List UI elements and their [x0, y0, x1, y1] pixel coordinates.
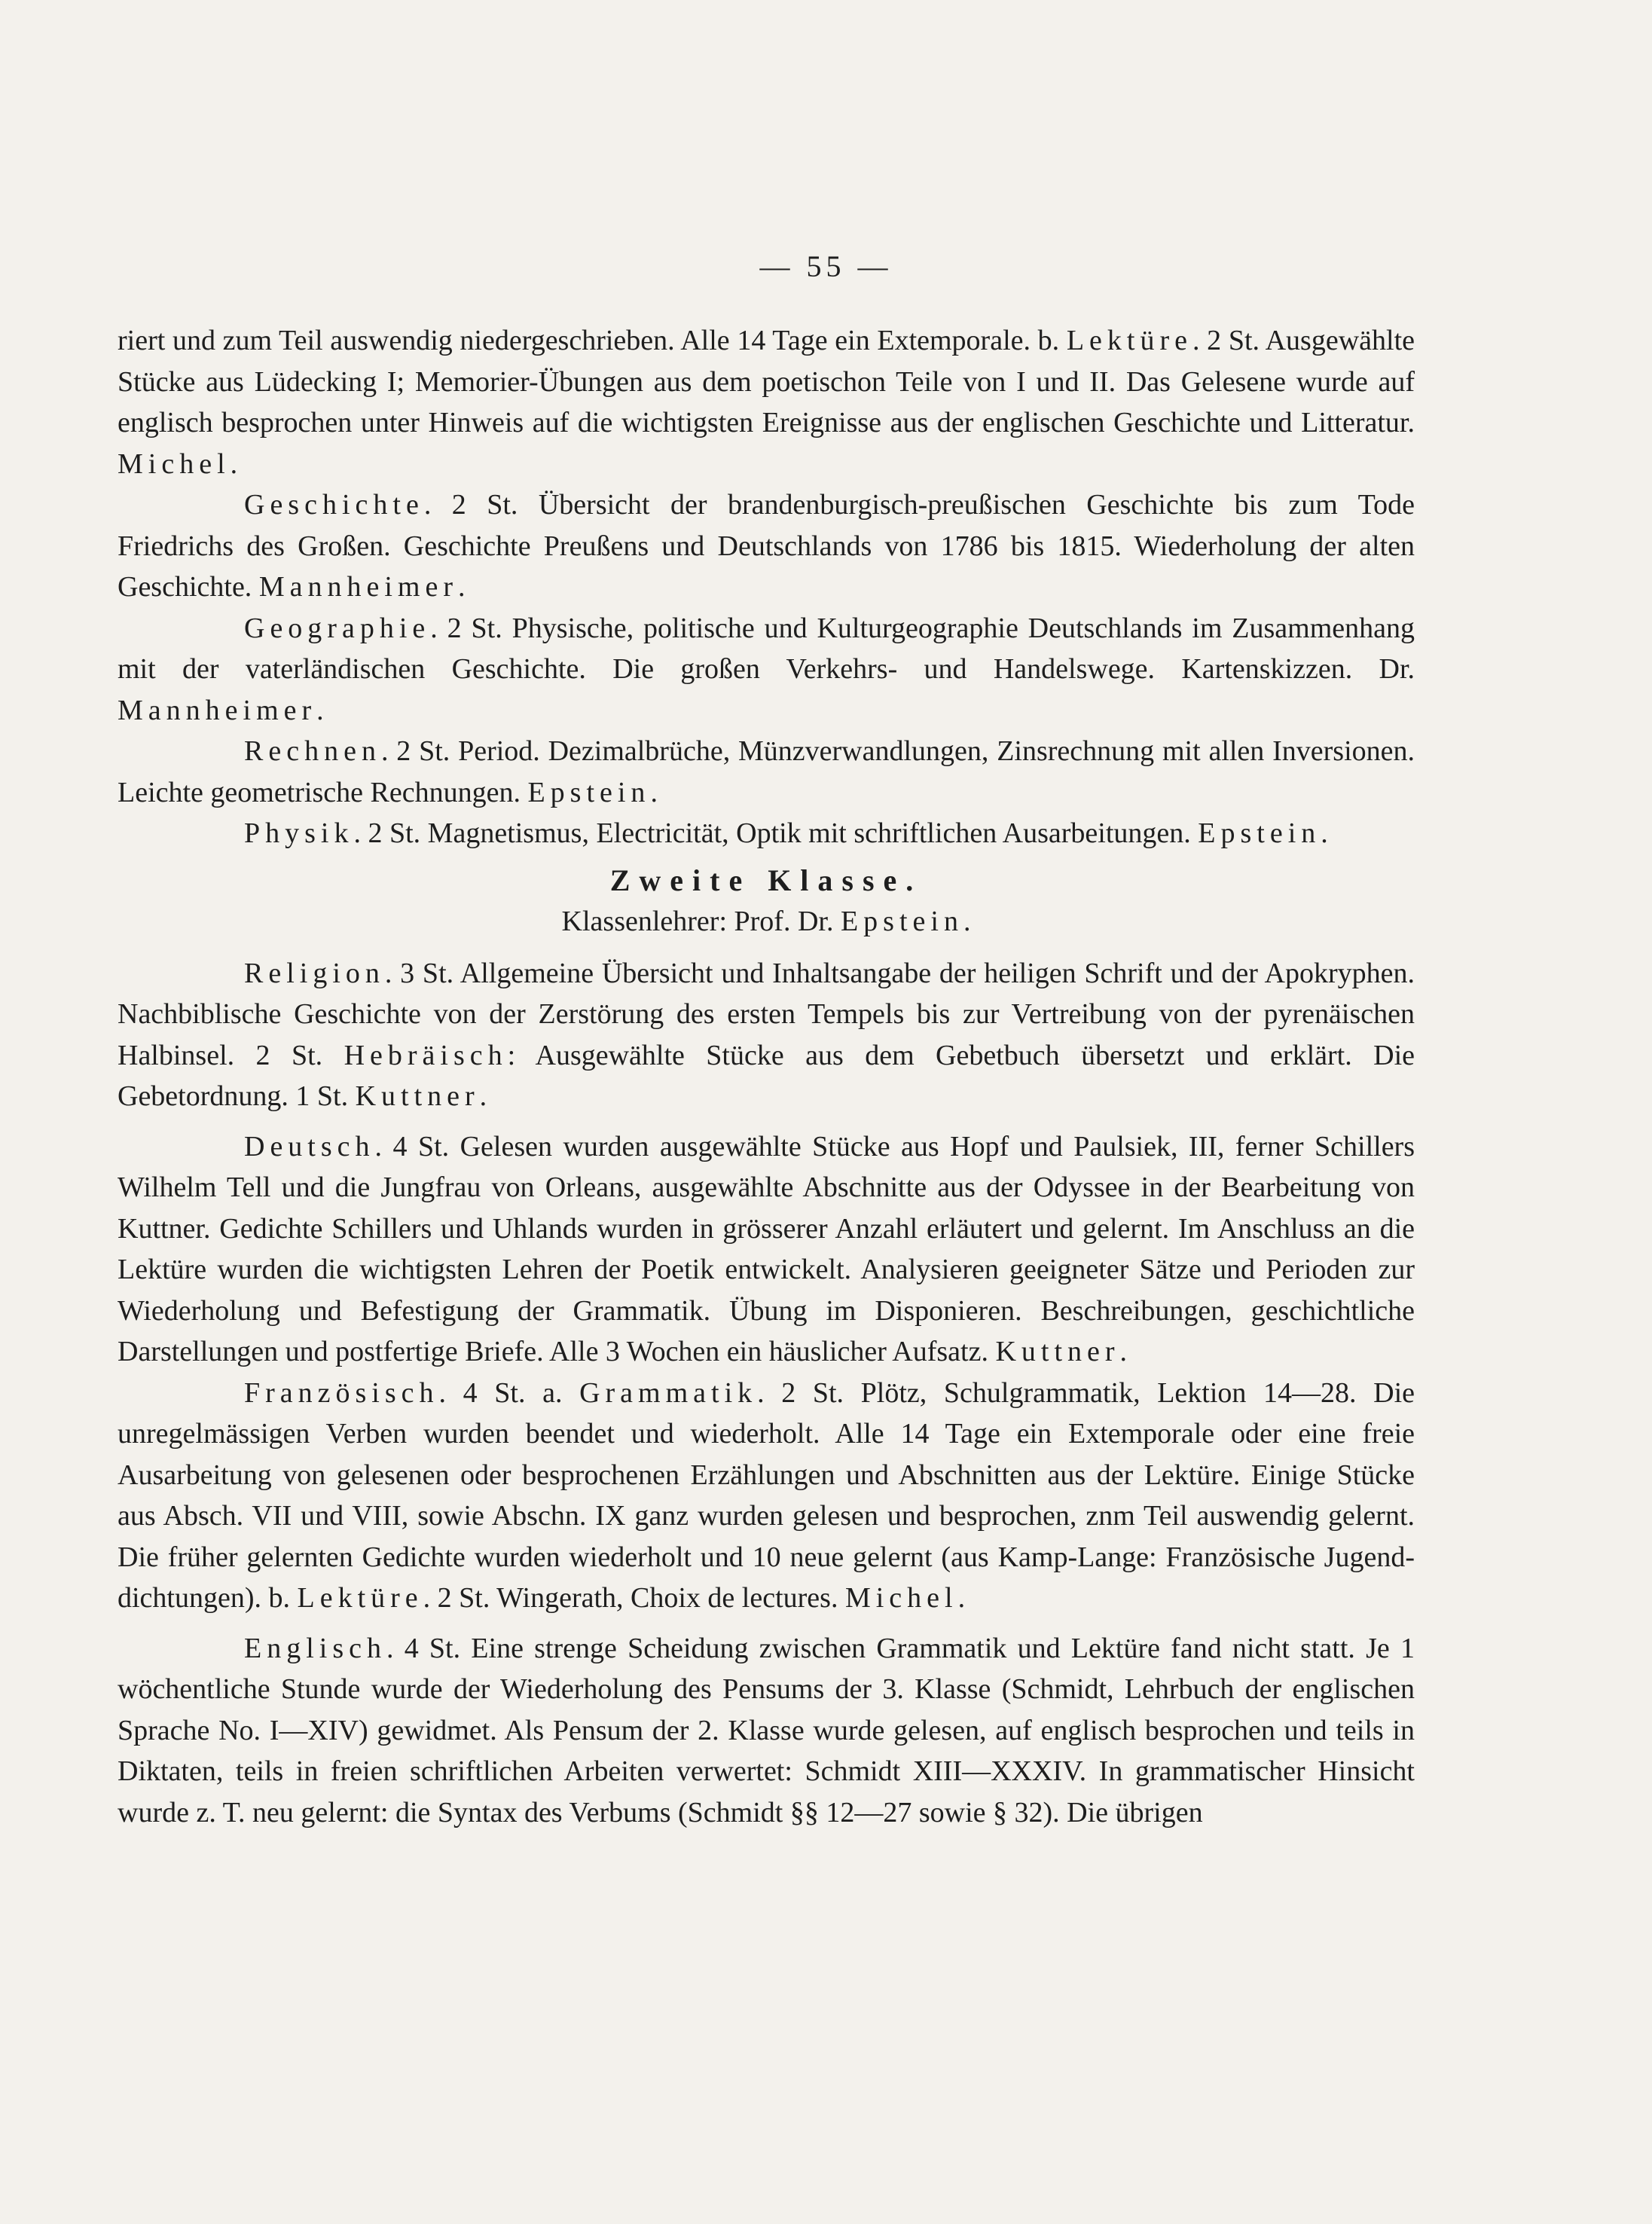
- subject-heading: Französisch: [244, 1376, 439, 1409]
- subject-heading: Englisch: [244, 1632, 386, 1664]
- teacher-name: Epstein: [1198, 817, 1321, 849]
- paragraph-rechnen: Rechnen. 2 St. Period. Dezimalbrüche, Münzverwandlungen, Zinsrechnung mit allen Inversionen. Leichte geometrische Rechnungen. Epstein.: [118, 735, 1415, 808]
- body-text: [118, 320, 1415, 1833]
- paragraph-deutsch: Deutsch. 4 St. Gelesen wurden ausgewählte Stücke aus Hopf und Paulsiek, III, ferner Schillers Wilhelm Tell und die Jungfrau von Orleans, ausgewählte Abschnitte aus der Odyssee in der Bearbeitung von Kuttner. Gedichte Schillers und Uhlands wurden in grösserer Anzahl erläutert und gelernt. Im Anschluss an die Lektüre wurden die wichtigsten Lehren der Poetik entwickelt. Analysieren geeigneter Sätze und Perioden zur Wiederholung und Befestigung der Grammatik. Übung im Disponieren. Beschreibungen, geschichtliche Darstellungen und postfertige Briefe. Alle 3 Wochen ein häuslicher Aufsatz. Kuttner.: [118, 1130, 1415, 1367]
- subject-heading: Deutsch: [244, 1130, 375, 1162]
- teacher-name: Michel: [118, 448, 231, 480]
- teacher-name: Mannheimer: [118, 694, 317, 726]
- subject-heading: Geographie: [244, 612, 431, 644]
- paragraph-franzoesisch: Französisch. 4 St. a. Grammatik. 2 St. Plötz, Schulgrammatik, Lektion 14—28. Die unregelmässigen Verben wurden beendet und wiederholt. Alle 14 Tage ein Extemporale oder eine freie Ausarbeitung von gelesenen oder besprochenen Erzählungen und Abschnitten aus der Lektüre. Einige Stücke aus Absch. VII und VIII, sowie Abschn. IX ganz wurden gelesen und besprochen, znm Teil auswendig gelernt. Die früher gelernten Gedichte wurden wiederholt und 10 neue gelernt (aus Kamp-Lange: Französische Jugenddichtungen). b. Lektüre. 2 St. Wingerath, Choix de lectures. Michel.: [118, 1376, 1415, 1614]
- teacher-name: Michel: [844, 1582, 958, 1614]
- subject-heading: Physik: [244, 817, 354, 849]
- subject-heading: Geschichte: [244, 489, 424, 521]
- subject-heading: Religion: [244, 957, 385, 989]
- paragraph-religion: Religion. 3 St. Allgemeine Übersicht und Inhaltsangabe der heiligen Schrift und der Apokryphen. Nachbiblische Geschichte von der Zerstörung des ersten Tempels bis zur Vertreibung von der pyrenäischen Halbinsel. 2 St. Hebräisch: Ausgewählte Stücke aus dem Gebetbuch übersetzt und erklärt. Die Gebetordnung. 1 St. Kuttner.: [118, 957, 1415, 1112]
- class-teacher-line: Klassenlehrer: Prof. Dr. Epstein.: [561, 906, 971, 937]
- paragraph-physik: Physik. 2 St. Magnetismus, Electricität, Optik mit schriftlichen Ausarbeitungen. Epstein.: [244, 817, 1328, 849]
- paragraph-geschichte: Geschichte. 2 St. Übersicht der brandenburgisch-preußischen Geschichte bis zum Tode Friedrichs des Großen. Geschichte Preußens und Deutschlands von 1786 bis 1815. Wiederholung der alten Geschichte. Mannheimer.: [118, 489, 1415, 603]
- class-teacher-name: Epstein: [840, 906, 963, 937]
- paragraph-englisch: Englisch. 4 St. Eine strenge Scheidung zwischen Grammatik und Lektüre fand nicht statt. Je 1 wöchentliche Stunde wurde der Wiederholung des Pensums der 3. Klasse (Schmidt, Lehrbuch der englischen Sprache No. I—XIV) gewidmet. Als Pensum der 2. Klasse wurde gelesen, auf englisch besprochen und teils in Diktaten, teils in freien schriftlichen Arbeiten verwertet: Schmidt XIII—XXXIV. In grammatischer Hinsicht wurde z. T. neu gelernt: die Syntax des Verbums (Schmidt §§ 12—27 sowie § 32). Die übrigen: [118, 1632, 1415, 1828]
- teacher-name: Mannheimer: [258, 571, 458, 603]
- paragraph-geographie: Geographie. 2 St. Physische, politische und Kulturgeographie Deutschlands im Zusammenhang mit der vaterländischen Geschichte. Die großen Verkehrs- und Handelswege. Kartenskizzen. Dr. Mannheimer.: [118, 612, 1415, 726]
- class-heading: Zweite Klasse.: [609, 863, 923, 897]
- teacher-name: Epstein: [527, 776, 651, 808]
- paragraph-englisch-continuation: riert und zum Teil auswendig niedergeschrieben. Alle 14 Tage ein Extemporale. b. Lektüre. 2 St. Ausgewählte Stücke aus Lüdecking I; Memorier-Übungen aus dem poetischon Teile von I und II. Das Gelesene wurde auf englisch besprochen unter Hinweis auf die wichtigsten Ereignisse aus der englischen Geschichte und Litteratur. Michel.: [118, 325, 1415, 480]
- teacher-name: Kuttner: [355, 1080, 480, 1112]
- teacher-name: Kuttner: [995, 1336, 1120, 1367]
- page-number: — 55 —: [759, 249, 893, 283]
- subject-heading: Rechnen: [244, 735, 381, 767]
